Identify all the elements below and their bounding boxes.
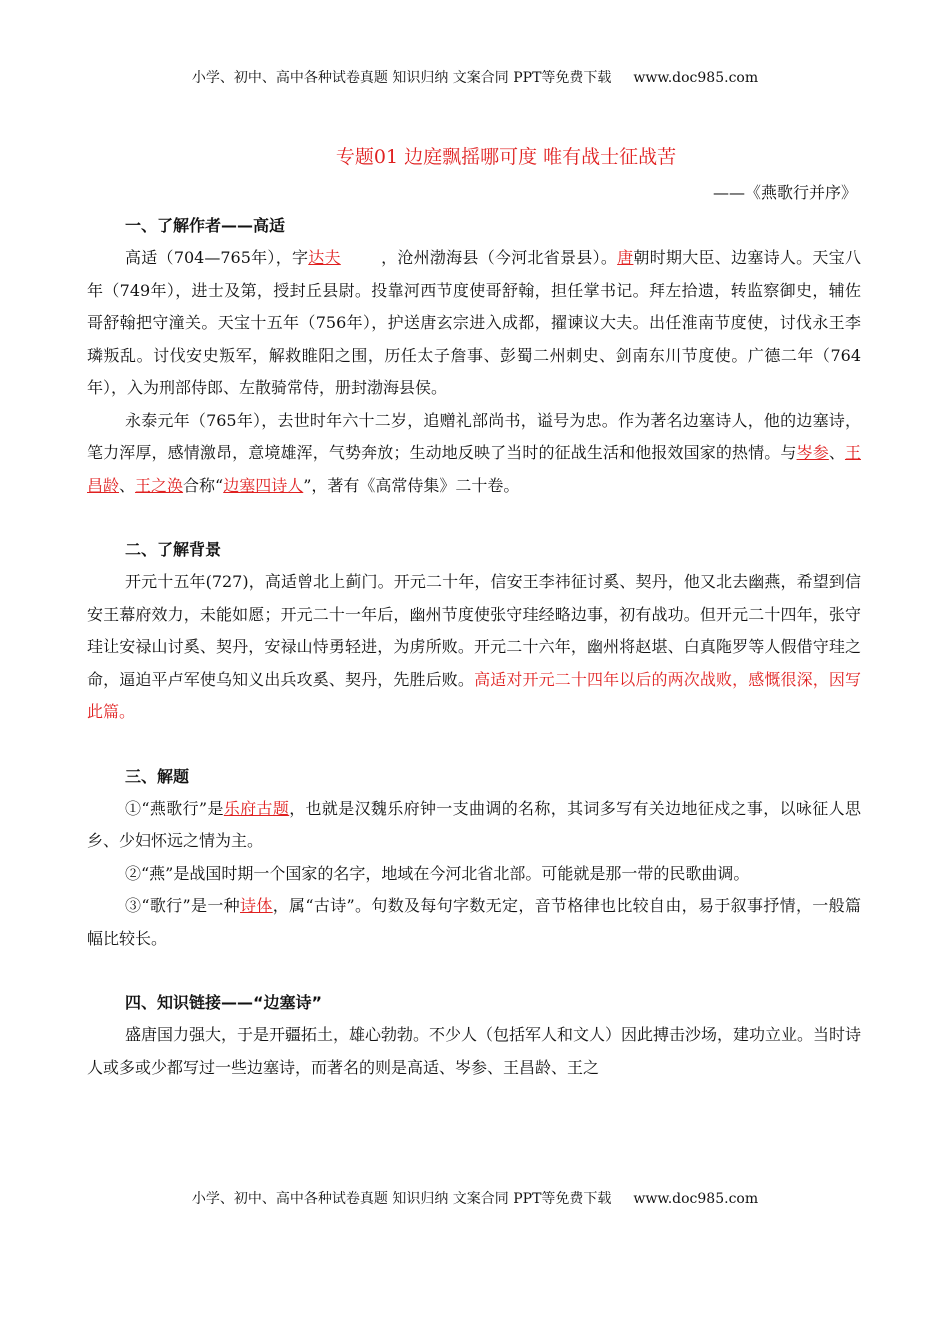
section-3-item-2: ②“燕”是战国时期一个国家的名字，地域在今河北省北部。可能就是那一带的民歌曲调。	[125, 863, 750, 883]
header-url[interactable]: www.doc985.com	[633, 70, 759, 86]
footer-url[interactable]: www.doc985.com	[633, 1191, 759, 1207]
header-text: 小学、初中、高中各种试卷真题 知识归纳 文案合同 PPT等免费下载	[191, 70, 612, 86]
section-4-heading: 四、知识链接——“边塞诗”	[125, 993, 323, 1012]
link-wang-changling[interactable]: 王昌龄	[87, 443, 861, 495]
link-cen-shen[interactable]: 岑参	[796, 443, 829, 462]
link-yuefu[interactable]: 乐府古题	[223, 798, 290, 818]
section-3-heading: 三、解题	[125, 766, 190, 786]
page-title: 专题01 边庭飘摇哪可度 唯有战士征战苦	[335, 146, 677, 168]
section-2-heading: 二、了解背景	[125, 540, 222, 559]
section-2-paragraph-1: 开元十五年(727)，高适曾北上蓟门。开元二十年，信安王李祎征讨奚、契丹，他又北去幽燕，希望到信安王幕府效力，未能如愿；开元二十一年后，幽州节度使张守珪经略边事，初有战功。但开元二十四年，张守珪让安禄山讨奚、契丹，安禄山恃勇轻进，为虏所败。开元二十六年，幽州将赵堪、白真陁罗等人假借守珪之命，逼迫平卢军使乌知义出兵攻奚、契丹，先胜后败。高适对开元二十四年以后的两次战败，感慨很深，因写此篇。	[87, 572, 861, 721]
link-dafu[interactable]: 达夫	[308, 248, 341, 267]
section-3-item-1: ①“燕歌行”是乐府古题，也就是汉魏乐府钟一支曲调的名称，其词多写有关边地征戍之事，以咏征人思乡、少妇怀远之情为主。	[87, 798, 861, 850]
link-wang-zhihuan[interactable]: 王之涣	[135, 475, 184, 495]
link-poetry-form[interactable]: 诗体	[240, 896, 273, 915]
section-1-paragraph-2: 永泰元年（765年），去世时年六十二岁，追赠礼部尚书，谥号为忠。作为著名边塞诗人，他的边塞诗，笔力浑厚，感情激昂，意境雄浑，气势奔放；生动地反映了当时的征战生活和他报效国家的热情。与岑参、王昌龄、王之涣合称“边塞四诗人”，著有《高常侍集》二十卷。	[87, 410, 861, 495]
section-4-paragraph-1: 盛唐国力强大，于是开疆拓土，雄心勃勃。不少人（包括军人和文人）因此搏击沙场，建功立业。当时诗人或多或少都写过一些边塞诗，而著名的则是高适、岑参、王昌龄、王之	[87, 1025, 862, 1077]
section-1-paragraph-1: 高适（704—765年），字达夫 ，沧州渤海县（今河北省景县）。唐朝时期大臣、边塞诗人。天宝八年（749年），进士及第，授封丘县尉。投靠河西节度使哥舒翰，担任掌书记。拜左拾遗，转监察御史，辅佐哥舒翰把守潼关。天宝十五年（756年），护送唐玄宗进入成都，擢谏议大夫。出任淮南节度使，讨伐永王李璘叛乱。讨伐安史叛军，解救睢阳之围，历任太子詹事、彭蜀二州刺史、剑南东川节度使。广德二年（764年），入为刑部侍郎、左散骑常侍，册封渤海县侯。	[87, 248, 861, 397]
link-tang[interactable]: 唐	[617, 248, 634, 267]
page-subtitle: ——《燕歌行并序》	[712, 183, 857, 202]
document-body	[87, 210, 861, 1084]
highlighted-conclusion: 高适对开元二十四年以后的两次战败，感慨很深，因写此篇。	[87, 669, 861, 721]
page-header	[0, 68, 950, 88]
footer-text: 小学、初中、高中各种试卷真题 知识归纳 文案合同 PPT等免费下载	[191, 1191, 612, 1207]
page-footer	[0, 1189, 950, 1209]
link-four-frontier-poets[interactable]: 边塞四诗人	[223, 475, 304, 495]
section-3-item-3: ③“歌行”是一种诗体，属“古诗”。句数及每句字数无定，音节格律也比较自由，易于叙事抒情，一般篇幅比较长。	[87, 896, 861, 948]
section-1-heading: 一、了解作者——高适	[125, 216, 286, 235]
